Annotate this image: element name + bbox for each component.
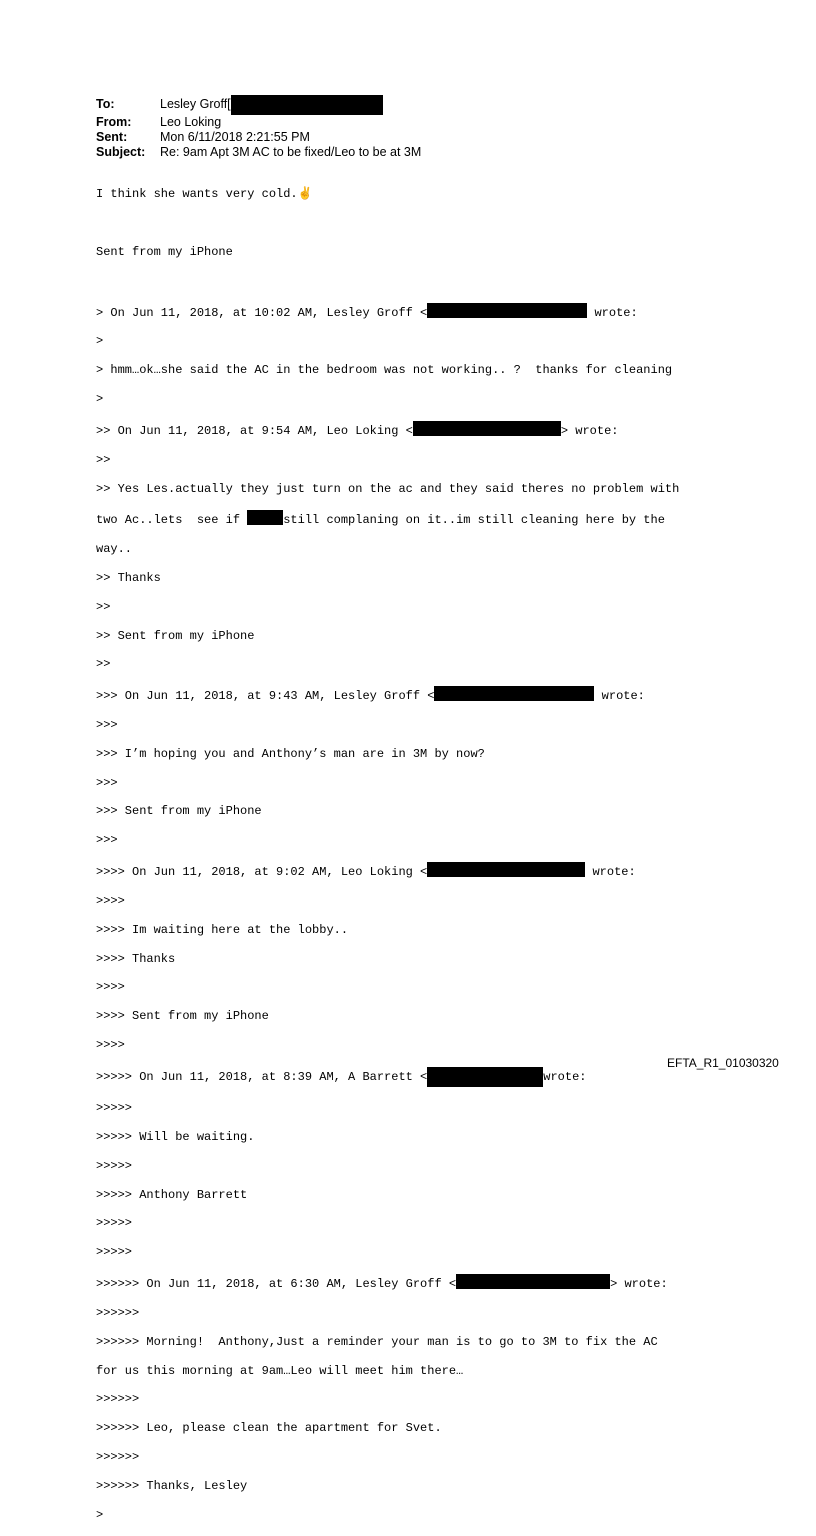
body-line bbox=[96, 216, 736, 230]
body-line: two Ac..lets see if still complaning on it..im still cleaning here by the bbox=[96, 510, 736, 527]
subject-label: Subject: bbox=[96, 145, 146, 159]
quote-header-4: >>>> On Jun 11, 2018, at 9:02 AM, Leo Loking < wrote: bbox=[96, 862, 736, 879]
body-line: >>>>>> bbox=[96, 1392, 140, 1407]
body-line: >>>>> Anthony Barrett bbox=[96, 1187, 248, 1202]
body-line: I think she wants very cold.✌ bbox=[96, 187, 313, 202]
body-line: way.. bbox=[96, 542, 133, 557]
body-line: >>>>> bbox=[96, 1245, 133, 1260]
body-line bbox=[96, 274, 736, 288]
signature-line: >>> Sent from my iPhone bbox=[96, 804, 262, 819]
body-line: >>> bbox=[96, 833, 118, 848]
quote-header-6: >>>>>> On Jun 11, 2018, at 6:30 AM, Lesley Groff < > wrote: bbox=[96, 1274, 736, 1291]
body-line: >>>>> bbox=[96, 1216, 133, 1231]
body-line: for us this morning at 9am…Leo will meet him there… bbox=[96, 1363, 464, 1378]
quote-header-1: > On Jun 11, 2018, at 10:02 AM, Lesley Groff < wrote: bbox=[96, 303, 736, 320]
body-line: >>>> Im waiting here at the lobby.. bbox=[96, 922, 349, 937]
document-id: EFTA_R1_01030320 bbox=[667, 1056, 779, 1070]
redaction-block bbox=[427, 303, 587, 318]
to-label: To: bbox=[96, 97, 115, 111]
body-line: >> Thanks bbox=[96, 570, 161, 585]
subject-value: Re: 9am Apt 3M AC to be fixed/Leo to be at 3M bbox=[160, 145, 422, 159]
redaction-block bbox=[247, 510, 283, 525]
body-line: > hmm…ok…she said the AC in the bedroom was not working.. ? thanks for cleaning bbox=[96, 363, 673, 378]
body-line: >> bbox=[96, 452, 111, 467]
body-line: > bbox=[96, 392, 104, 407]
body-line: >>>> bbox=[96, 893, 125, 908]
body-line: >>>>>> bbox=[96, 1305, 140, 1320]
to-row bbox=[96, 97, 421, 115]
body-line: >>> bbox=[96, 718, 118, 733]
sent-value: Mon 6/11/2018 2:21:55 PM bbox=[160, 130, 310, 144]
signature-line: >> Sent from my iPhone bbox=[96, 628, 255, 643]
body-line: >>>> bbox=[96, 1037, 125, 1052]
body-line: >> Yes Les.actually they just turn on the ac and they said theres no problem with bbox=[96, 481, 680, 496]
from-label: From: bbox=[96, 115, 132, 129]
signature-line: >>>> Sent from my iPhone bbox=[96, 1009, 269, 1024]
body-line: >>>>> Will be waiting. bbox=[96, 1130, 255, 1144]
body-line: >> bbox=[96, 657, 111, 672]
redaction-block bbox=[427, 862, 585, 877]
body-line: >>>>>> Morning! Anthony,Just a reminder your man is to go to 3M to fix the AC bbox=[96, 1334, 658, 1349]
redaction-block bbox=[456, 1274, 610, 1289]
body-line: >>>> Thanks bbox=[96, 951, 176, 966]
subject-row bbox=[96, 145, 421, 160]
signature-line: Sent from my iPhone bbox=[96, 245, 233, 260]
redaction-block bbox=[231, 95, 383, 115]
body-line: >>>>> bbox=[96, 1158, 133, 1173]
body-line: >>>> bbox=[96, 980, 125, 995]
body-line: >>> I’m hoping you and Anthony’s man are in 3M by now? bbox=[96, 746, 485, 761]
from-value: Leo Loking bbox=[160, 115, 222, 129]
body-line: >> bbox=[96, 599, 111, 614]
redaction-block bbox=[427, 1067, 543, 1087]
email-header bbox=[96, 97, 421, 160]
quote-header-5: >>>>> On Jun 11, 2018, at 8:39 AM, A Barrett < wrote: bbox=[96, 1067, 736, 1087]
sent-label: Sent: bbox=[96, 130, 128, 144]
body-line: > bbox=[96, 334, 104, 349]
redaction-block bbox=[434, 686, 594, 701]
body-line: >>>>>> Leo, please clean the apartment for Svet. bbox=[96, 1421, 442, 1436]
body-line: >>>>>> bbox=[96, 1449, 140, 1464]
quote-header-2: >> On Jun 11, 2018, at 9:54 AM, Leo Loking < > wrote: bbox=[96, 421, 736, 438]
body-line: >>> bbox=[96, 775, 118, 790]
redaction-block bbox=[413, 421, 561, 436]
body-line: > bbox=[96, 1507, 104, 1522]
quote-header-3: >>> On Jun 11, 2018, at 9:43 AM, Lesley Groff < wrote: bbox=[96, 686, 736, 703]
email-body bbox=[96, 173, 736, 1536]
body-line: >>>>> bbox=[96, 1101, 133, 1116]
body-line: >>>>>> Thanks, Lesley bbox=[96, 1478, 248, 1493]
from-row bbox=[96, 115, 421, 130]
to-value: Lesley Groff[ bbox=[160, 97, 231, 111]
sent-row bbox=[96, 130, 421, 145]
